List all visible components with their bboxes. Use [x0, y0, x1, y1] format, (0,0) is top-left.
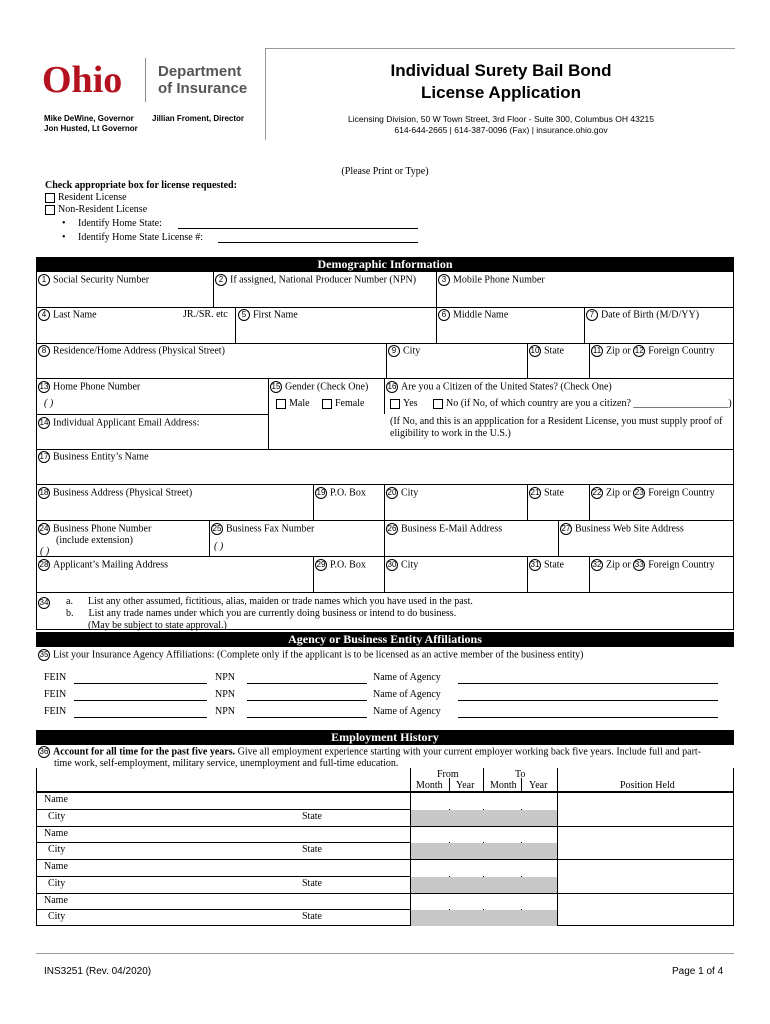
agency-affiliations-instruction: 35 List your Insurance Agency Affiliations: (Complete only if the applicant is to be licensed as an active member of the business entity) [39, 649, 584, 661]
employer-name-label[interactable]: Name [44, 794, 68, 805]
row-rule [36, 792, 734, 793]
city-field[interactable]: 9 City [388, 345, 420, 357]
division-contact: 614-644-2665 | 614-387-0096 (Fax) | insurance.ohio.gov [394, 125, 608, 135]
row-divider [36, 520, 734, 521]
business-fax-field[interactable]: 25 Business Fax Number [212, 523, 315, 535]
col-divider [584, 307, 585, 343]
npn-field[interactable] [247, 700, 367, 701]
home-license-field[interactable] [218, 242, 418, 243]
shaded-date-cells [411, 810, 557, 826]
to-month-header: Month [490, 780, 517, 791]
last-name-field[interactable]: 4 Last Name [38, 309, 97, 321]
dob-field[interactable]: 7 Date of Birth (M/D/YY) [586, 309, 699, 321]
row-divider [36, 414, 268, 415]
ssn-field[interactable]: 1 Social Security Number [38, 274, 149, 286]
business-phone-ext: (include extension) [56, 535, 133, 546]
other-names-note: (May be subject to state approval.) [88, 620, 227, 631]
employer-name-label[interactable]: Name [44, 894, 68, 906]
business-zip-field[interactable]: 22 Zip or 23 Foreign Country [592, 487, 715, 499]
page-number: Page 1 of 4 [672, 966, 724, 977]
business-phone-paren: ( ) [40, 546, 50, 557]
shaded-date-cells [411, 843, 557, 859]
col-divider [527, 556, 528, 592]
mobile-phone-field[interactable]: 3 Mobile Phone Number [438, 274, 545, 286]
employer-state-label[interactable]: State [302, 810, 322, 822]
form-title: Individual Surety Bail Bond License Application [390, 61, 612, 102]
employer-name-label[interactable]: Name [44, 827, 68, 839]
fein-field[interactable] [74, 700, 207, 701]
agency-header: Agency or Business Entity Affiliations [36, 632, 734, 647]
col-divider [436, 307, 437, 343]
business-state-field[interactable]: 21 State [530, 487, 564, 499]
employer-state-label[interactable]: State [302, 877, 322, 889]
row-rule [36, 842, 410, 843]
gender-male[interactable]: Male [276, 398, 310, 410]
to-year-header: Year [529, 780, 548, 791]
npn-label: NPN [215, 706, 236, 717]
business-city-field[interactable]: 20 City [387, 487, 419, 499]
npn-field[interactable] [247, 683, 367, 684]
col-divider [384, 484, 385, 520]
home-phone-paren: ( ) [44, 398, 54, 409]
col-divider [527, 343, 528, 378]
citizen-yes[interactable]: Yes [390, 398, 418, 410]
middle-name-field[interactable]: 6 Middle Name [438, 309, 508, 321]
yes-checkbox[interactable] [390, 399, 400, 409]
employer-city-label[interactable]: City [48, 911, 66, 923]
employer-city-label[interactable]: City [48, 810, 66, 822]
business-phone-field[interactable]: 24 Business Phone Number [39, 523, 152, 535]
row-divider [36, 378, 734, 379]
employer-state-label[interactable]: State [302, 844, 322, 856]
citizen-question: 16 Are you a Citizen of the United States? (Check One) [387, 381, 612, 393]
col-divider [209, 520, 210, 556]
fein-field[interactable] [74, 683, 207, 684]
to-header: To [515, 769, 526, 780]
col-divider [589, 343, 590, 378]
col-divider [589, 484, 590, 520]
ohio-logo [42, 60, 137, 100]
other-names-marker: 34 [39, 598, 49, 607]
row-divider [36, 343, 734, 344]
non-resident-checkbox[interactable] [45, 205, 55, 215]
col-divider [384, 556, 385, 592]
col-divider [589, 556, 590, 592]
home-state-label: • Identify Home State: [62, 218, 162, 229]
npn-label: NPN [215, 672, 236, 683]
npn-field[interactable] [247, 717, 367, 718]
employment-header: Employment History [36, 730, 734, 745]
row-divider [36, 307, 734, 308]
governor: Mike DeWine, Governor [44, 114, 134, 123]
business-entity-name-field[interactable]: 17 Business Entity’s Name [39, 451, 149, 463]
employment-instruction-line2: time work, self-employment, military service, unemployment and full-time education. [54, 758, 399, 769]
row-rule [36, 909, 410, 910]
footer-rule [36, 953, 734, 954]
col-divider [384, 378, 385, 414]
mailing-pobox-field[interactable]: 29 P.O. Box [316, 559, 366, 571]
employer-state-label[interactable]: State [302, 911, 322, 923]
col-divider [558, 520, 559, 556]
logo-divider [145, 58, 146, 102]
shaded-date-cells [411, 860, 557, 876]
npn-field[interactable]: 2 If assigned, National Producer Number (NPN) [215, 274, 416, 286]
home-license-label: • Identify Home State License #: [62, 232, 203, 243]
male-checkbox[interactable] [276, 399, 286, 409]
npn-label: NPN [215, 689, 236, 700]
col-divider [213, 272, 214, 307]
row-rule [36, 876, 410, 877]
col-divider [386, 343, 387, 378]
no-checkbox[interactable] [433, 399, 443, 409]
resident-option[interactable]: Resident License [45, 192, 127, 204]
business-fax-paren: ( ) [214, 541, 224, 552]
home-phone-field[interactable]: 13 Home Phone Number [39, 381, 141, 393]
row-rule [36, 859, 734, 860]
department-name: Department of Insurance [158, 63, 248, 97]
fein-label: FEIN [44, 706, 67, 717]
from-header: From [437, 769, 459, 780]
lt-governor: Jon Husted, Lt Governor [44, 124, 138, 133]
col-divider [436, 272, 437, 307]
shaded-date-cells [411, 827, 557, 843]
from-month-header: Month [416, 780, 443, 791]
jrsr-label: JR./SR. etc [183, 309, 228, 320]
resident-checkbox[interactable] [45, 193, 55, 203]
license-type-heading: Check appropriate box for license requested: [45, 180, 237, 191]
division-address: Licensing Division, 50 W Town Street, 3rd Floor - Suite 300, Columbus OH 43215 [348, 114, 654, 124]
col-divider [235, 307, 236, 343]
business-address-field[interactable]: 18 Business Address (Physical Street) [39, 487, 193, 499]
employer-name-label[interactable]: Name [44, 861, 68, 872]
agency-name-label: Name of Agency [373, 689, 441, 700]
home-state-field[interactable] [178, 228, 418, 229]
mailing-city-field[interactable]: 30 City [387, 559, 419, 571]
first-name-field[interactable]: 5 First Name [238, 309, 298, 321]
col-divider [313, 484, 314, 520]
print-type-note: (Please Print or Type) [341, 166, 429, 177]
other-names-a[interactable]: a. List any other assumed, fictitious, alias, maiden or trade names which you have used in the past. [66, 596, 473, 607]
business-pobox-field[interactable]: 19 P.O. Box [316, 487, 366, 499]
row-divider [36, 556, 734, 557]
form-number: INS3251 (Rev. 04/2020) [44, 966, 152, 977]
mailing-address-field[interactable]: 28 Applicant’s Mailing Address [39, 559, 168, 571]
agency-name-field[interactable] [458, 717, 718, 718]
shaded-date-cells [411, 910, 557, 926]
female-checkbox[interactable] [322, 399, 332, 409]
from-year-header: Year [456, 780, 475, 791]
email-field[interactable]: 14 Individual Applicant Email Address: [39, 417, 200, 429]
mailing-state-field[interactable]: 31 State [530, 559, 564, 571]
row-divider [36, 592, 734, 593]
non-resident-option[interactable]: Non-Resident License [45, 204, 147, 216]
fein-field[interactable] [74, 717, 207, 718]
row-rule [36, 809, 410, 810]
gender-field: 15 Gender (Check One) [271, 381, 369, 393]
col-divider [313, 556, 314, 592]
other-names-b[interactable]: b. List any trade names under which you are currently doing business or intend to do business. [66, 608, 457, 619]
employer-city-label[interactable]: City [48, 844, 66, 856]
gender-female[interactable]: Female [322, 398, 364, 410]
col-divider [268, 378, 269, 449]
col-divider [384, 520, 385, 556]
row-rule [36, 826, 734, 827]
business-website-field[interactable]: 27 Business Web Site Address [561, 523, 684, 535]
shaded-date-cells [411, 894, 557, 910]
row-divider [36, 449, 734, 450]
employer-city-label[interactable]: City [48, 877, 66, 889]
ohio-logo-text: Ohio [42, 59, 123, 101]
agency-name-label: Name of Agency [373, 706, 441, 717]
row-rule [36, 893, 734, 894]
agency-name-field[interactable] [458, 700, 718, 701]
agency-name-field[interactable] [458, 683, 718, 684]
citizen-no[interactable]: No (if No, of which country are you a citizen? ___________________) [433, 398, 732, 410]
shaded-date-cells [411, 877, 557, 893]
col-divider [527, 484, 528, 520]
mailing-zip-field[interactable]: 32 Zip or 33 Foreign Country [592, 559, 715, 571]
zip-country-field[interactable]: 11 Zip or 12 Foreign Country [592, 345, 715, 357]
agency-name-label: Name of Agency [373, 672, 441, 683]
fein-label: FEIN [44, 672, 67, 683]
row-divider [36, 484, 734, 485]
director: Jillian Froment, Director [152, 114, 245, 123]
fein-label: FEIN [44, 689, 67, 700]
employment-instruction: 36 Account for all time for the past five years. Give all employment experience starting with your current employer working back five years. Include full and part- [39, 746, 702, 758]
demographic-header: Demographic Information [36, 257, 734, 272]
residence-address-field[interactable]: 8 Residence/Home Address (Physical Street) [38, 345, 225, 357]
header-top-rule [265, 48, 735, 49]
business-email-field[interactable]: 26 Business E-Mail Address [387, 523, 503, 535]
citizen-note: (If No, and this is an appplication for a Resident License, you must supply proof of eligibility to work in the U.S.) [390, 416, 723, 439]
position-held-header: Position Held [620, 780, 675, 791]
state-field[interactable]: 10 State [530, 345, 564, 357]
shaded-date-cells [411, 793, 557, 809]
